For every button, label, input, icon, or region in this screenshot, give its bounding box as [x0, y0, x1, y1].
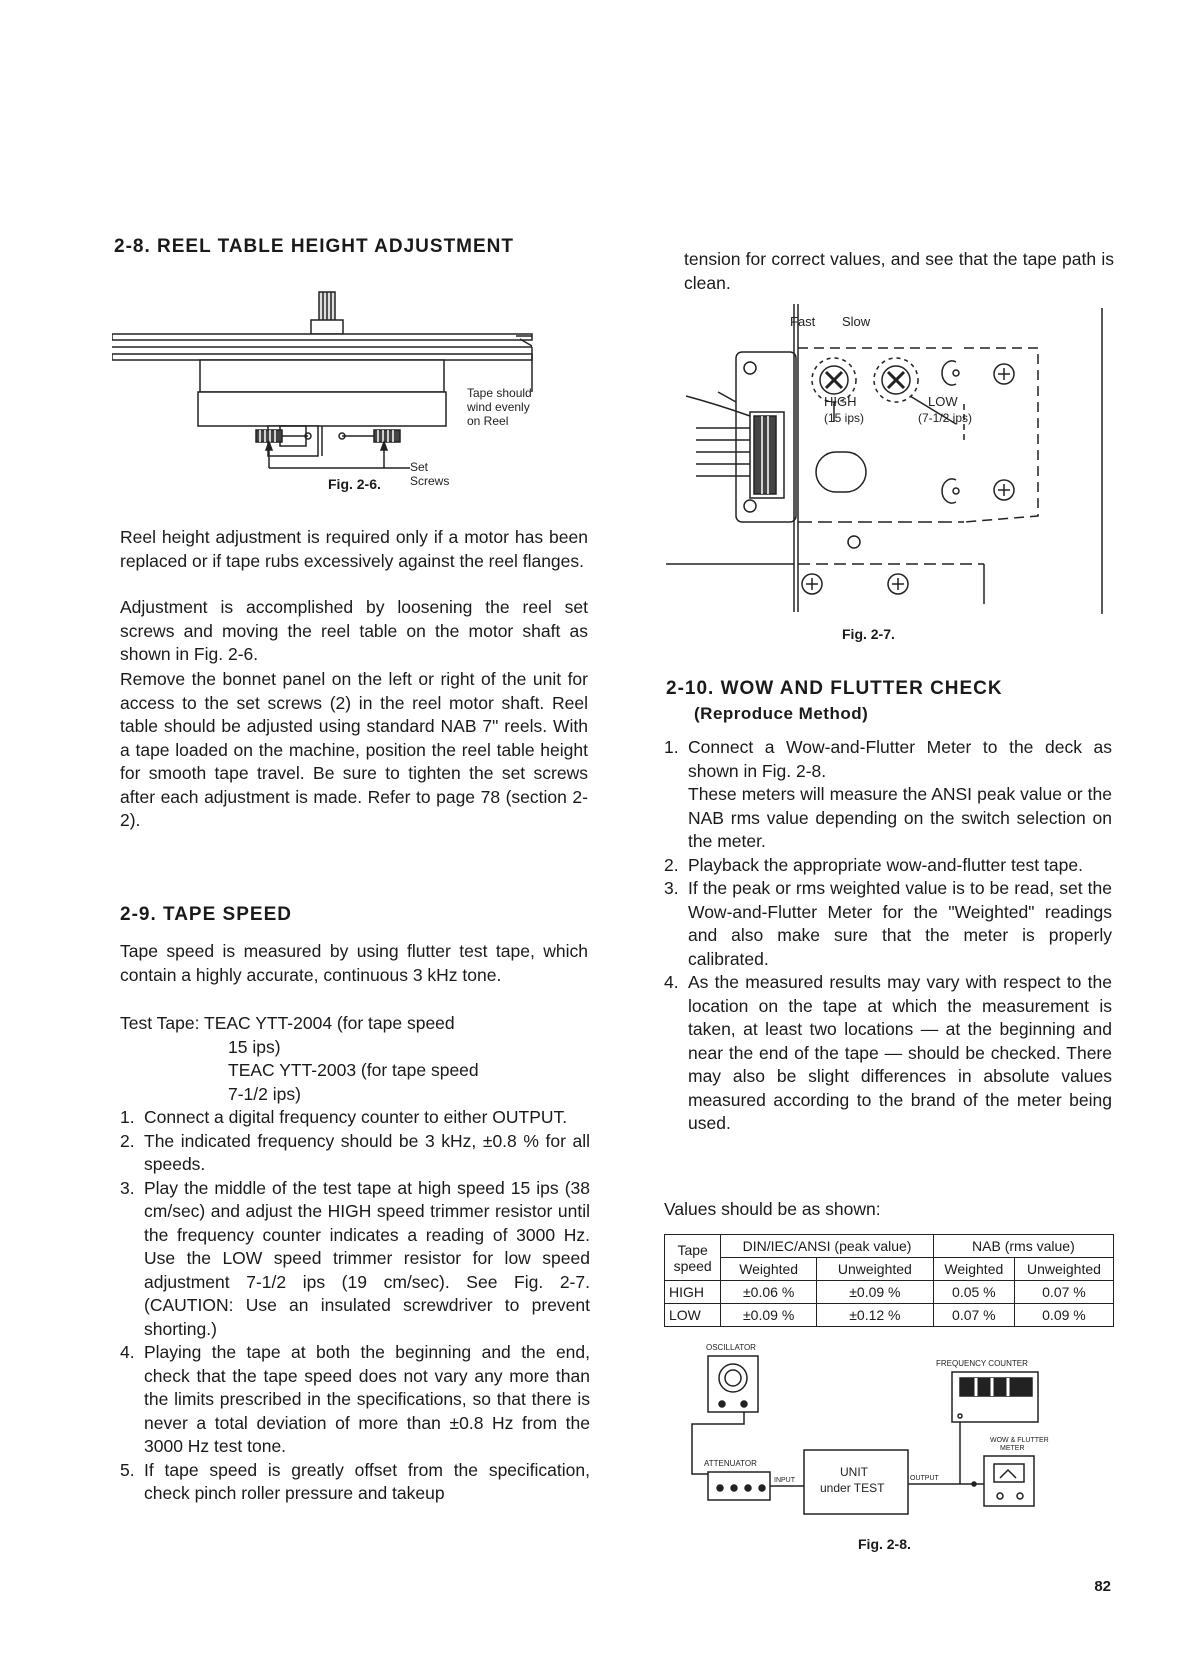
wow-flutter-step	[664, 971, 1112, 1136]
wow-flutter-steps	[664, 736, 1112, 1136]
header-tape: Tape	[677, 1241, 708, 1258]
unit-label-1: UNIT	[840, 1465, 868, 1479]
step-number: 5.	[120, 1459, 135, 1480]
wow-meter-label-2: METER	[1000, 1445, 1025, 1452]
high-speed-label: (15 ips)	[824, 411, 865, 425]
step-text: Playback the appropriate wow-and-flutter test tape.	[688, 854, 1083, 875]
row-din-weighted: ±0.09 %	[721, 1304, 817, 1327]
step-number: 3.	[664, 878, 679, 898]
step-number: 4.	[120, 1342, 135, 1362]
section-2-10-title: 2-10. WOW AND FLUTTER CHECK	[666, 678, 1003, 699]
values-intro: Values should be as shown:	[664, 1199, 881, 1219]
row-nab-unweighted: 0.09 %	[1014, 1304, 1113, 1327]
step-text: Connect a digital frequency counter to either OUTPUT.	[144, 1107, 568, 1127]
tape-label-line-1: Tape should	[467, 386, 532, 400]
tape-label-line-3: on Reel	[467, 414, 509, 428]
row-speed: LOW	[665, 1304, 721, 1327]
step-number: 4.	[664, 972, 679, 992]
step-text: Connect a Wow-and-Flutter Meter to the deck as shown in Fig. 2-8.	[688, 737, 1112, 781]
section-2-8-heading: 2-8. REEL TABLE HEIGHT ADJUSTMENT	[114, 236, 515, 257]
step-note: These meters will measure the ANSI peak value or the NAB rms value depending on the switch selection on the meter.	[688, 784, 1112, 851]
step-text: Play the middle of the test tape at high speed 15 ips (38 cm/sec) and adjust the HIGH speed trimmer resistor until the frequency counter indicates a reading of 3000 Hz. Use the LOW speed trimmer resistor for low speed adjustment 7-1/2 ips (19 cm/sec). See Fig. 2-7. (CAUTION: Use an insulated screwdriver to prevent shorting.)	[144, 1177, 590, 1339]
section-2-10-subtitle: (Reproduce Method)	[694, 704, 869, 723]
table-row	[665, 1281, 1114, 1304]
high-label: HIGH	[824, 394, 857, 409]
table-header-din-unweighted: Unweighted	[816, 1258, 933, 1281]
wow-flutter-step	[664, 736, 1112, 854]
slow-label: Slow	[842, 314, 871, 329]
step-number: 1.	[120, 1107, 135, 1127]
test-tape-label: Test Tape:	[120, 1013, 200, 1033]
set-screws-label-2: Screws	[410, 474, 450, 488]
section-2-8-paragraph-2: Adjustment is accomplished by loosening the reel set screws and moving the reel table on the motor shaft as shown in Fig. 2-6.	[120, 597, 588, 664]
step-text: As the measured results may vary with respect to the location on the tape at which the measurement is taken, at least two locations — at the beginning and near the end of the tape — should be checked. There may also be slight differences in absolute values measured according to the brand of the meter being used.	[688, 972, 1112, 1133]
step-number: 1.	[664, 737, 679, 757]
test-tape-block	[120, 1012, 588, 1106]
attenuator-label: ATTENUATOR	[704, 1459, 757, 1468]
tape-speed-steps	[120, 1106, 590, 1506]
section-2-8-paragraph-3: Remove the bonnet panel on the left or right of the unit for access to the set screws (2) in the reel motor shaft. Reel table should be adjusted using standard NAB 7" reels. With a tape loaded on the machine, position the reel table height for smooth tape travel. Be sure to tighten the set screws after each adjustment is made. Refer to page 78 (section 2-2).	[120, 669, 588, 830]
fig-2-7-caption: Fig. 2-7.	[842, 626, 895, 642]
row-din-unweighted: ±0.09 %	[816, 1281, 933, 1304]
tape-speed-step	[120, 1177, 590, 1342]
wow-flutter-step	[664, 877, 1112, 971]
tape-speed-step	[120, 1459, 590, 1506]
test-tape-line-3: TEAC YTT-2003 (for tape speed	[228, 1060, 479, 1080]
step-number: 2.	[120, 1130, 135, 1151]
table-header-nab: NAB (rms value)	[933, 1235, 1113, 1258]
speed-trimmer-board-diagram	[666, 304, 1118, 624]
table-header-tape-speed	[665, 1235, 721, 1281]
table-header-din-weighted: Weighted	[721, 1258, 817, 1281]
test-tape-line-2: 15 ips)	[228, 1036, 281, 1057]
test-tape-line-4: 7-1/2 ips)	[228, 1083, 301, 1104]
tape-speed-step	[120, 1341, 590, 1459]
tape-speed-continuation: tension for correct values, and see that the tape path is clean.	[684, 249, 1114, 293]
step-number: 2.	[664, 854, 679, 875]
step-text: The indicated frequency should be 3 kHz, ±0.8 % for all speeds.	[144, 1130, 590, 1174]
tape-speed-step	[120, 1106, 590, 1130]
input-label: INPUT	[774, 1477, 795, 1484]
table-row	[665, 1304, 1114, 1327]
wow-meter-label-1: WOW & FLUTTER	[990, 1437, 1049, 1444]
set-screws-label-1: Set	[410, 460, 429, 474]
row-nab-unweighted: 0.07 %	[1014, 1281, 1113, 1304]
measurement-setup-diagram	[664, 1338, 1116, 1528]
output-label: OUTPUT	[910, 1475, 939, 1482]
low-label: LOW	[928, 394, 958, 409]
step-text: If tape speed is greatly offset from the specification, check pinch roller pressure and takeup	[144, 1459, 590, 1503]
header-speed: speed	[673, 1257, 712, 1274]
table-header-nab-weighted: Weighted	[933, 1258, 1014, 1281]
row-nab-weighted: 0.07 %	[933, 1304, 1014, 1327]
fast-label: Fast	[790, 314, 816, 329]
row-din-unweighted: ±0.12 %	[816, 1304, 933, 1327]
section-2-9-intro: Tape speed is measured by using flutter test tape, which contain a highly accurate, continuous 3 kHz tone.	[120, 941, 588, 985]
section-2-9-heading: 2-9. TAPE SPEED	[120, 904, 292, 925]
table-header-nab-unweighted: Unweighted	[1014, 1258, 1113, 1281]
frequency-counter-label: FREQUENCY COUNTER	[936, 1359, 1028, 1368]
table-header-din: DIN/IEC/ANSI (peak value)	[721, 1235, 933, 1258]
wow-flutter-step	[664, 854, 1112, 878]
fig-2-6-caption: Fig. 2-6.	[328, 476, 381, 492]
row-din-weighted: ±0.06 %	[721, 1281, 817, 1304]
step-number: 3.	[120, 1177, 135, 1198]
row-speed: HIGH	[665, 1281, 721, 1304]
row-nab-weighted: 0.05 %	[933, 1281, 1014, 1304]
page-number: 82	[1094, 1578, 1111, 1595]
fig-2-8-caption: Fig. 2-8.	[858, 1536, 911, 1552]
tape-label-line-2: wind evenly	[467, 400, 530, 414]
unit-label-2: under TEST	[820, 1481, 885, 1495]
step-text: Playing the tape at both the beginning and the end, check that the tape speed does not vary any more than the limits prescribed in the specifications, so that there is never a total deviation of more than ±0.8 Hz from the 3000 Hz test tone.	[144, 1342, 590, 1456]
low-speed-label: (7-1/2 ips)	[918, 411, 973, 425]
tape-speed-step	[120, 1130, 590, 1177]
step-text: If the peak or rms weighted value is to be read, set the Wow-and-Flutter Meter for the "Weighted" readings and also make sure that the meter is properly calibrated.	[688, 878, 1112, 969]
section-2-8-paragraph-1: Reel height adjustment is required only if a motor has been replaced or if tape rubs excessively against the reel flanges.	[120, 527, 588, 571]
section-2-10-heading	[666, 678, 1003, 724]
wow-flutter-values-table	[664, 1234, 1114, 1327]
reel-table-diagram	[112, 284, 572, 494]
oscillator-label: OSCILLATOR	[706, 1343, 756, 1352]
test-tape-line-1: TEAC YTT-2004 (for tape speed	[204, 1013, 455, 1033]
